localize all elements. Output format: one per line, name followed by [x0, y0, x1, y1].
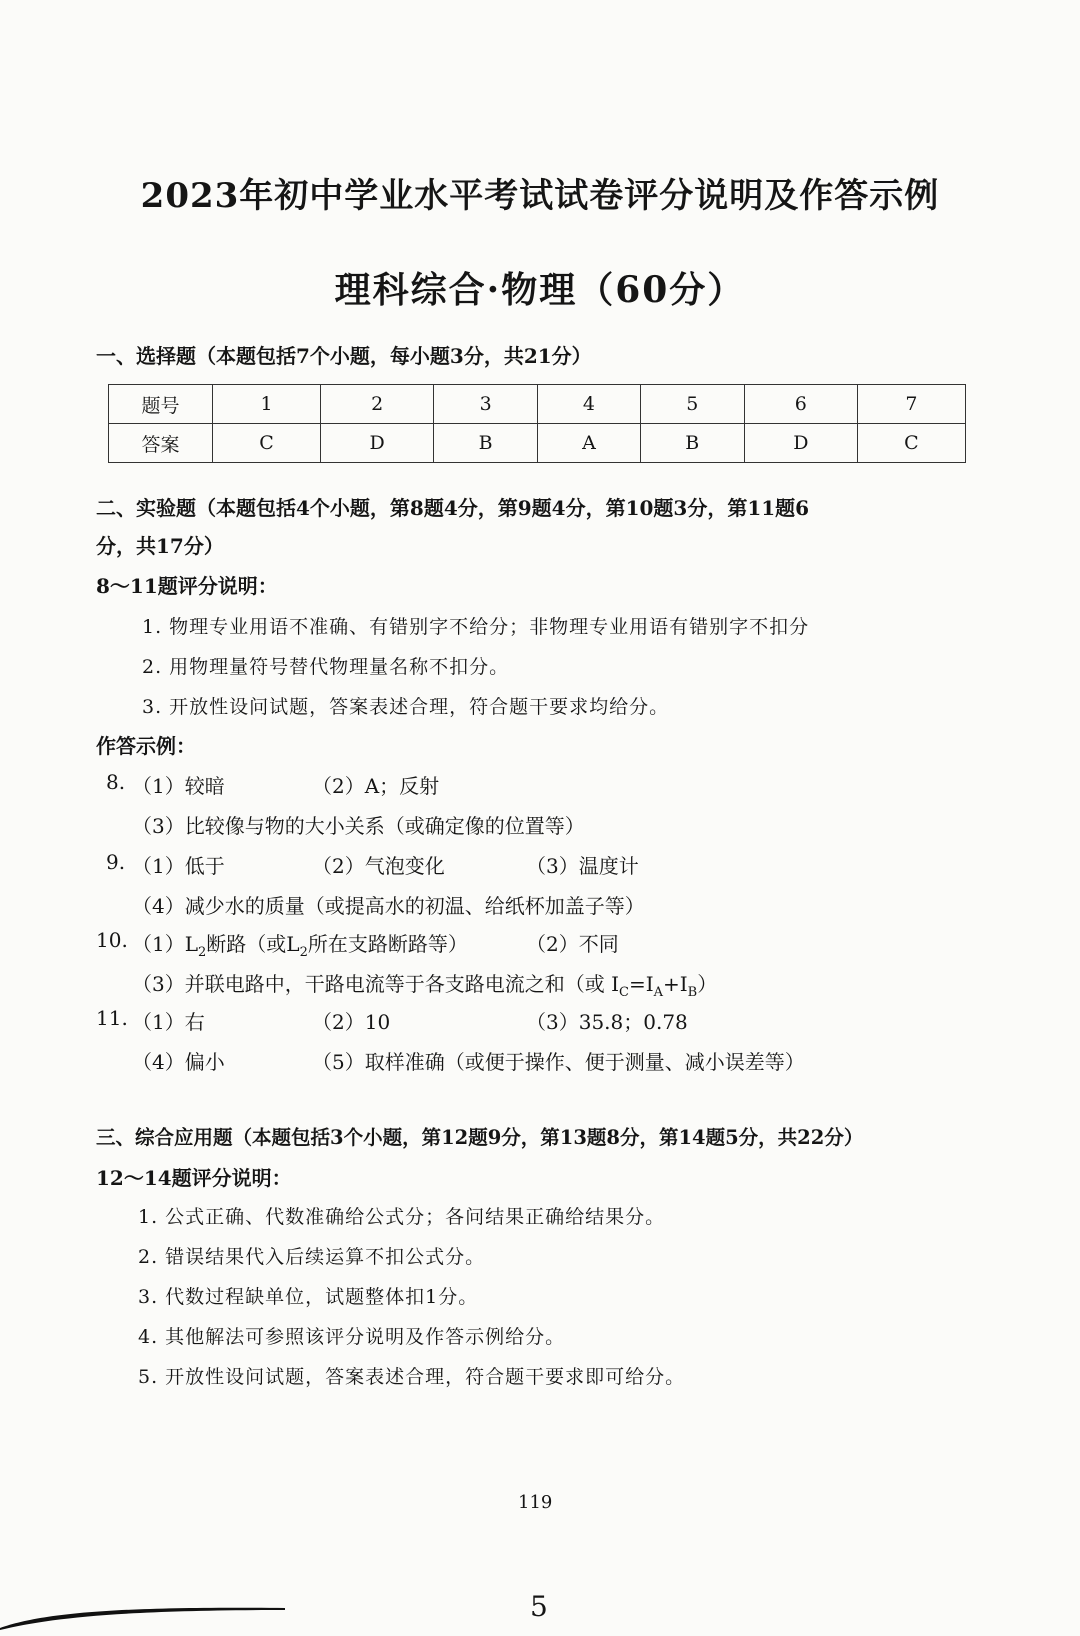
section3-rule-1: 1. 公式正确、代数准确给公式分；各问结果正确给结果分。 [138, 1206, 666, 1228]
table-cell: 1 [213, 385, 321, 424]
q8-answer-1: （1）较暗 [132, 774, 225, 798]
q9-answer-2: （2）气泡变化 [312, 854, 445, 878]
section2-rule-1: 1. 物理专业用语不准确、有错别字不给分；非物理专业用语有错别字不扣分 [142, 616, 810, 638]
table-cell: 2 [321, 385, 434, 424]
table-cell: C [213, 424, 321, 463]
table-cell: 4 [538, 385, 641, 424]
table-cell: 3 [434, 385, 538, 424]
page-title: 2023年初中学业水平考试试卷评分说明及作答示例 [140, 176, 940, 216]
table-cell: A [538, 424, 641, 463]
q11-answer-2: （2）10 [312, 1010, 391, 1034]
q8-answer-3: （3）比较像与物的大小关系（或确定像的位置等） [132, 814, 585, 838]
table-cell: 6 [744, 385, 857, 424]
table-cell: C [857, 424, 965, 463]
q8-answer-2: （2）A；反射 [312, 774, 440, 798]
table-cell: 7 [857, 385, 965, 424]
ink-stroke-decoration [0, 1600, 290, 1630]
q9-answer-1: （1）低于 [132, 854, 225, 878]
q9-number: 9. [106, 850, 126, 874]
q9-answer-3: （3）温度计 [526, 854, 639, 878]
section2-rule-3: 3. 开放性设问试题，答案表述合理，符合题干要求均给分。 [142, 696, 670, 718]
table-cell: D [321, 424, 434, 463]
section3-rule-2: 2. 错误结果代入后续运算不扣公式分。 [138, 1246, 486, 1268]
q11-answer-5: （5）取样准确（或便于操作、便于测量、减小误差等） [312, 1050, 805, 1074]
table-cell: D [744, 424, 857, 463]
table-row-answers [109, 424, 966, 463]
table-row-label: 题号 [109, 385, 213, 424]
q11-answer-3: （3）35.8；0.78 [526, 1010, 688, 1034]
q11-answer-1: （1）右 [132, 1010, 205, 1034]
section3-rule-4: 4. 其他解法可参照该评分说明及作答示例给分。 [138, 1326, 566, 1348]
sheet-number: 5 [530, 1590, 548, 1623]
table-cell: B [434, 424, 538, 463]
section3-rule-5: 5. 开放性设问试题，答案表述合理，符合题干要求即可给分。 [138, 1366, 686, 1388]
q10-answer-3: （3）并联电路中，干路电流等于各支路电流之和（或 $I_C=I_A+I_B$） [132, 972, 718, 1000]
table-row-numbers [109, 385, 966, 424]
q10-number: 10. [96, 928, 128, 952]
section2-rules-title: 8～11题评分说明： [96, 574, 278, 598]
section1-heading: 一、选择题（本题包括7个小题，每小题3分，共21分） [96, 344, 592, 368]
section3-heading: 三、综合应用题（本题包括3个小题，第12题9分，第13题8分，第14题5分，共22分） [96, 1126, 864, 1149]
table-cell: B [640, 424, 744, 463]
table-row-label: 答案 [109, 424, 213, 463]
q11-number: 11. [96, 1006, 128, 1030]
table-cell: 5 [640, 385, 744, 424]
section3-rule-3: 3. 代数过程缺单位，试题整体扣1分。 [138, 1286, 479, 1308]
section2-heading-line1: 二、实验题（本题包括4个小题，第8题4分，第9题4分，第10题3分，第11题6 [96, 496, 810, 520]
q11-answer-4: （4）偏小 [132, 1050, 225, 1074]
section2-heading-line2: 分，共17分） [96, 534, 224, 558]
examples-title: 作答示例： [96, 734, 196, 758]
page-subtitle: 理科综合·物理（60分） [334, 269, 746, 311]
page-number: 119 [518, 1492, 553, 1513]
section3-rules-title: 12～14题评分说明： [96, 1166, 292, 1190]
q9-answer-4: （4）减少水的质量（或提高水的初温、给纸杯加盖子等） [132, 894, 645, 918]
q10-answer-1: $(1)L_2$断路（或$L_2$所在支路断路等） [132, 932, 468, 960]
answer-table [108, 384, 966, 463]
q10-answer-2: （2）不同 [526, 932, 619, 956]
q8-number: 8. [106, 770, 126, 794]
section2-rule-2: 2. 用物理量符号替代物理量名称不扣分。 [142, 656, 510, 678]
